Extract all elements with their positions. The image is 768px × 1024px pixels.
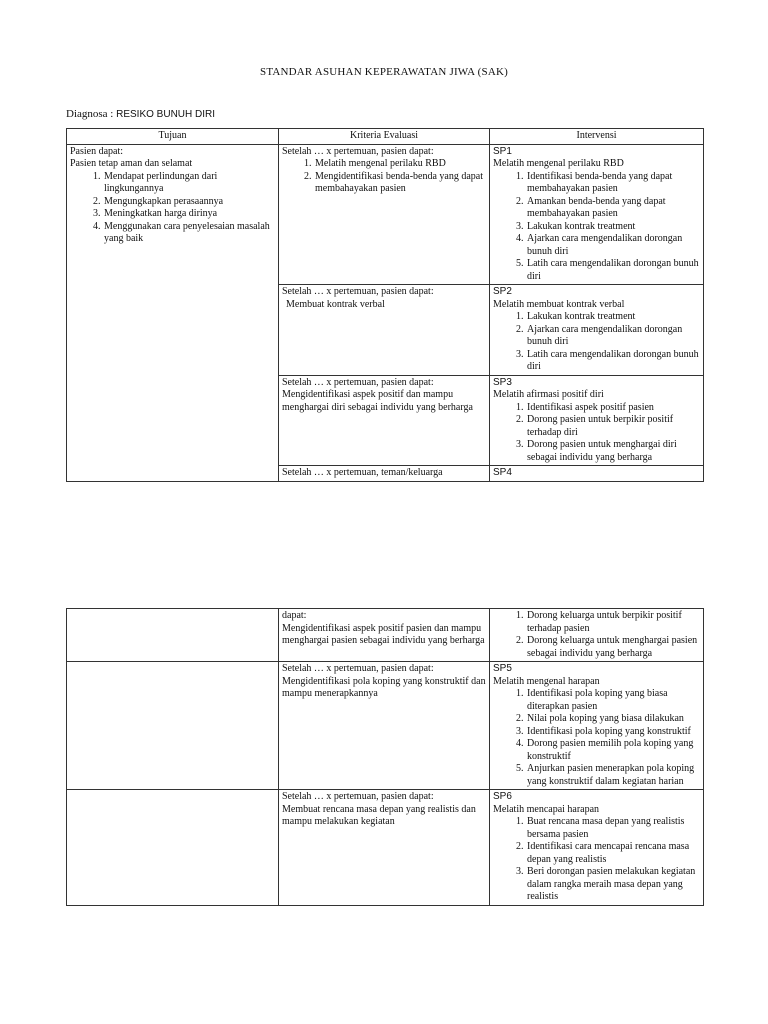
intervensi-cell [490, 375, 704, 466]
list-item: 5. Latih cara mengendalikan dorongan bunuh diri [526, 258, 700, 283]
intervensi-cell [490, 662, 704, 790]
kriteria-intro: Setelah … x pertemuan, pasien dapat: [282, 286, 434, 297]
list-item: 3. Dorong pasien untuk menghargai diri sebagai individu yang berharga [526, 439, 700, 464]
sp-label: SP2 [493, 286, 512, 297]
table-row [67, 609, 704, 662]
kriteria-text: Membuat rencana masa depan yang realistis dan mampu melakukan kegiatan [282, 803, 476, 827]
tujuan-cell [67, 662, 279, 790]
table-header-row [67, 129, 704, 145]
table-row [67, 790, 704, 906]
list-item: 2. Ajarkan cara mengendalikan dorongan bunuh diri [526, 324, 700, 349]
intervensi-list [493, 311, 700, 374]
kriteria-list [282, 158, 486, 196]
sp-label: SP5 [493, 663, 512, 674]
header-intervensi: Intervensi [490, 129, 704, 145]
tujuan-cell [67, 790, 279, 906]
kriteria-text: Mengidentifikasi aspek positif pasien dan mampu menghargai pasien sebagai individu yang berharga [282, 622, 485, 646]
sp-title: Melatih membuat kontrak verbal [493, 298, 625, 310]
header-kriteria: Kriteria Evaluasi [279, 129, 490, 145]
sp-label: SP4 [490, 466, 704, 482]
sp-title: Melatih mengenal perilaku RBD [493, 158, 624, 169]
list-item: 1. Dorong keluarga untuk berpikir positif terhadap pasien [526, 610, 700, 635]
sp-title: Melatih mengenal harapan [493, 675, 600, 687]
list-item: 3. Identifikasi pola koping yang konstruktif [526, 726, 700, 739]
intervensi-cell [490, 790, 704, 906]
list-item: 2. Mengungkapkan perasaannya [103, 196, 275, 209]
list-item: 3. Lakukan kontrak treatment [526, 221, 700, 234]
list-item: 1. Lakukan kontrak treatment [526, 311, 700, 324]
list-item: 1. Buat rencana masa depan yang realistis bersama pasien [526, 816, 700, 841]
document-title: STANDAR ASUHAN KEPERAWATAN JIWA (SAK) [260, 66, 508, 78]
intervensi-list [493, 402, 700, 465]
kriteria-cell [279, 285, 490, 376]
kriteria-cell [279, 375, 490, 466]
intervensi-cell [490, 609, 704, 662]
diagnosa-line [66, 108, 215, 120]
kriteria-cell [279, 662, 490, 790]
diagnosa-label: Diagnosa : [66, 108, 117, 120]
intervensi-list [493, 816, 700, 904]
list-item: 2. Identifikasi cara mencapai rencana masa depan yang realistis [526, 841, 700, 866]
sp-title: Melatih afirmasi positif diri [493, 389, 604, 400]
kriteria-intro: dapat: [282, 610, 307, 621]
list-item: 2. Dorong keluarga untuk menghargai pasien sebagai individu yang berharga [526, 635, 700, 660]
list-item: 1. Mendapat perlindungan dari lingkungannya [103, 171, 275, 196]
sp-title: Melatih mencapai harapan [493, 803, 600, 815]
intervensi-list [493, 610, 700, 660]
intervensi-cell [490, 285, 704, 376]
list-item: 2. Mengidentifikasi benda-benda yang dapat membahayakan pasien [314, 171, 486, 196]
list-item: 2. Dorong pasien untuk berpikir positif terhadap diri [526, 414, 700, 439]
list-item: 2. Nilai pola koping yang biasa dilakukan [526, 713, 700, 726]
list-item: 4. Dorong pasien memilih pola koping yang konstruktif [526, 738, 700, 763]
sp-label: SP3 [493, 376, 512, 388]
kriteria-intro: Setelah … x pertemuan, pasien dapat: [282, 145, 434, 157]
intervensi-cell [490, 144, 704, 285]
tujuan-cell [67, 144, 279, 481]
kriteria-text: Membuat kontrak verbal [286, 298, 385, 310]
kriteria-cell [279, 609, 490, 662]
tujuan-goal: Pasien tetap aman dan selamat [70, 158, 193, 169]
list-item: 1. Identifikasi pola koping yang biasa diterapkan pasien [526, 688, 700, 713]
sp-label: SP6 [493, 791, 512, 802]
tujuan-list [70, 171, 275, 246]
list-item: 4. Ajarkan cara mengendalikan dorongan bunuh diri [526, 233, 700, 258]
diagnosa-value: RESIKO BUNUH DIRI [116, 109, 216, 120]
intervensi-list [493, 688, 700, 788]
list-item: 3. Latih cara mengendalikan dorongan bunuh diri [526, 349, 700, 374]
list-item: 2. Amankan benda-benda yang dapat membahayakan pasien [526, 196, 700, 221]
list-item: 1. Identifikasi aspek positif pasien [526, 402, 700, 415]
list-item: 3. Meningkatkan harga dirinya [103, 208, 275, 221]
kriteria-intro: Setelah … x pertemuan, pasien dapat: [282, 376, 434, 388]
kriteria-cell [279, 790, 490, 906]
sp-label: SP1 [493, 145, 512, 157]
list-item: 1. Melatih mengenal perilaku RBD [314, 158, 486, 171]
kriteria-text: Mengidentifikasi pola koping yang konstruktif dan mampu menerapkannya [282, 675, 486, 699]
sak-table-part-2 [66, 608, 704, 906]
table-row [67, 662, 704, 790]
kriteria-intro: Setelah … x pertemuan, pasien dapat: [282, 663, 434, 674]
intervensi-list [493, 171, 700, 284]
kriteria-cell: Setelah … x pertemuan, teman/keluarga [279, 466, 490, 482]
tujuan-intro: Pasien dapat: [70, 145, 124, 157]
kriteria-intro: Setelah … x pertemuan, pasien dapat: [282, 791, 434, 802]
table-row [67, 144, 704, 285]
list-item: 1. Identifikasi benda-benda yang dapat membahayakan pasien [526, 171, 700, 196]
kriteria-cell [279, 144, 490, 285]
list-item: 5. Anjurkan pasien menerapkan pola koping yang konstruktif dalam kegiatan harian [526, 763, 700, 788]
tujuan-cell [67, 609, 279, 662]
kriteria-text: Mengidentifikasi aspek positif dan mampu menghargai diri sebagai individu yang berharga [282, 389, 473, 413]
sak-table-part-1 [66, 128, 704, 482]
list-item: 4. Menggunakan cara penyelesaian masalah yang baik [103, 221, 275, 246]
header-tujuan: Tujuan [67, 129, 279, 145]
list-item: 3. Beri dorongan pasien melakukan kegiatan dalam rangka meraih masa depan yang realistis [526, 866, 700, 904]
